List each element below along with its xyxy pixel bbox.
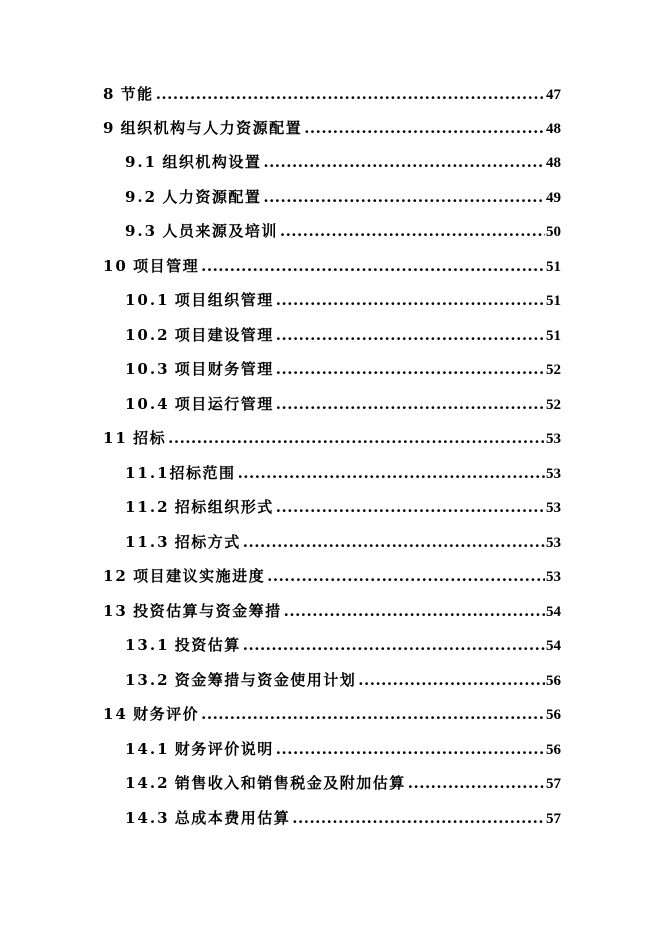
toc-dot-leader	[156, 82, 545, 106]
toc-entry-page: 53	[546, 535, 561, 551]
toc-entry-page: 53	[546, 431, 561, 447]
toc-entry-title: 节能	[120, 85, 154, 103]
toc-entry-number: 9	[103, 119, 116, 137]
toc-entry[interactable]	[125, 357, 561, 381]
toc-dot-leader	[408, 771, 545, 795]
toc-entry-number: 14.1	[125, 740, 170, 758]
toc-entry-page: 47	[546, 87, 561, 103]
toc-entry-page: 49	[546, 190, 561, 206]
toc-entry-title: 招标	[133, 429, 167, 447]
toc-entry-number: 8	[103, 85, 116, 103]
toc-dot-leader	[276, 288, 545, 312]
toc-entry-page: 57	[546, 776, 561, 792]
toc-entry-title: 人力资源配置	[162, 188, 262, 206]
toc-entry-title: 投资估算与资金筹措	[133, 602, 282, 620]
toc-entry-title: 项目建议实施进度	[133, 567, 266, 585]
toc-dot-leader	[292, 806, 545, 830]
toc-dot-leader	[168, 426, 545, 450]
toc-entry-number: 13	[103, 602, 128, 620]
toc-entry-number: 11.2	[125, 498, 170, 516]
toc-entry-title: 总成本费用估算	[174, 809, 291, 827]
toc-entry-number: 13.2	[125, 671, 170, 689]
toc-entry-title: 招标组织形式	[174, 498, 274, 516]
toc-dot-leader	[276, 737, 545, 761]
toc-dot-leader	[201, 702, 545, 726]
toc-entry[interactable]	[103, 426, 561, 450]
toc-entry-title: 组织机构与人力资源配置	[120, 119, 303, 137]
toc-dot-leader	[267, 564, 545, 588]
toc-entry-title: 招标范围	[169, 464, 236, 482]
toc-entry-page: 51	[546, 259, 561, 275]
toc-entry-page: 54	[546, 604, 561, 620]
toc-entry[interactable]	[103, 254, 561, 278]
toc-entry[interactable]	[103, 599, 561, 623]
toc-entry-title: 投资估算	[174, 636, 241, 654]
toc-entry[interactable]	[125, 530, 561, 554]
toc-entry[interactable]	[125, 219, 561, 243]
toc-dot-leader	[243, 530, 545, 554]
toc-entry-title: 组织机构设置	[162, 153, 262, 171]
toc-entry[interactable]	[125, 150, 561, 174]
toc-dot-leader	[201, 254, 545, 278]
toc-dot-leader	[276, 323, 545, 347]
toc-entry[interactable]	[103, 564, 561, 588]
toc-entry-number: 11.1	[125, 464, 170, 482]
toc-entry-page: 52	[546, 362, 561, 378]
toc-entry-title: 人员来源及培训	[162, 222, 278, 240]
toc-entry-number: 14	[103, 705, 128, 723]
toc-entry-number: 14.3	[125, 809, 170, 827]
toc-entry[interactable]	[125, 633, 561, 657]
toc-entry-page: 50	[546, 224, 561, 240]
toc-entry-page: 56	[546, 673, 561, 689]
toc-entry[interactable]	[125, 288, 561, 312]
toc-entry-page: 48	[546, 121, 561, 137]
toc-dot-leader	[263, 150, 545, 174]
toc-entry-number: 10.2	[125, 326, 170, 344]
toc-entry-number: 10.1	[125, 291, 170, 309]
toc-entry-number: 14.2	[125, 774, 170, 792]
toc-entry-page: 51	[546, 293, 561, 309]
toc-entry-number: 11	[103, 429, 128, 447]
toc-entry-title: 项目财务管理	[174, 360, 274, 378]
toc-entry-number: 10.3	[125, 360, 170, 378]
toc-dot-leader	[304, 116, 545, 140]
toc-entry-page: 53	[546, 569, 561, 585]
toc-entry[interactable]	[125, 185, 561, 209]
toc-entry-title: 项目建设管理	[174, 326, 274, 344]
toc-entry-title: 项目管理	[133, 257, 200, 275]
toc-dot-leader	[276, 357, 545, 381]
toc-entry[interactable]	[125, 495, 561, 519]
toc-entry-title: 销售收入和销售税金及附加估算	[174, 774, 406, 792]
toc-dot-leader	[243, 633, 545, 657]
toc-entry-number: 9.3	[125, 222, 158, 240]
toc-dot-leader	[263, 185, 545, 209]
toc-entry-number: 13.1	[125, 636, 170, 654]
toc-entry-title: 项目组织管理	[174, 291, 274, 309]
toc-entry-number: 11.3	[125, 533, 170, 551]
toc-entry-page: 56	[546, 707, 561, 723]
toc-entry-number: 9.1	[125, 153, 158, 171]
toc-entry-number: 10	[103, 257, 128, 275]
toc-dot-leader	[276, 495, 545, 519]
toc-entry-page: 53	[546, 500, 561, 516]
toc-dot-leader	[280, 219, 545, 243]
toc-entry-page: 57	[546, 811, 561, 827]
toc-entry[interactable]	[125, 668, 561, 692]
toc-entry[interactable]	[103, 82, 561, 106]
toc-entry-page: 54	[546, 638, 561, 654]
toc-entry[interactable]	[125, 737, 561, 761]
toc-entry-page: 53	[546, 466, 561, 482]
toc-entry-number: 9.2	[125, 188, 158, 206]
toc-entry[interactable]	[125, 771, 561, 795]
toc-entry[interactable]	[103, 702, 561, 726]
toc-entry[interactable]	[125, 806, 561, 830]
toc-entry-title: 资金筹措与资金使用计划	[174, 671, 357, 689]
toc-entry-page: 48	[546, 155, 561, 171]
toc-entry[interactable]	[125, 461, 561, 485]
toc-dot-leader	[284, 599, 545, 623]
toc-dot-leader	[276, 392, 545, 416]
toc-entry-page: 51	[546, 328, 561, 344]
toc-entry-title: 财务评价说明	[174, 740, 274, 758]
toc-entry-page: 52	[546, 397, 561, 413]
toc-entry-title: 项目运行管理	[174, 395, 274, 413]
toc-entry-title: 财务评价	[133, 705, 200, 723]
toc-entry[interactable]	[103, 116, 561, 140]
toc-entry[interactable]	[125, 323, 561, 347]
toc-dot-leader	[358, 668, 545, 692]
toc-entry-number: 12	[103, 567, 128, 585]
toc-dot-leader	[238, 461, 545, 485]
toc-entry-title: 招标方式	[174, 533, 241, 551]
toc-entry-number: 10.4	[125, 395, 170, 413]
toc-entry-page: 56	[546, 742, 561, 758]
toc-entry[interactable]	[125, 392, 561, 416]
